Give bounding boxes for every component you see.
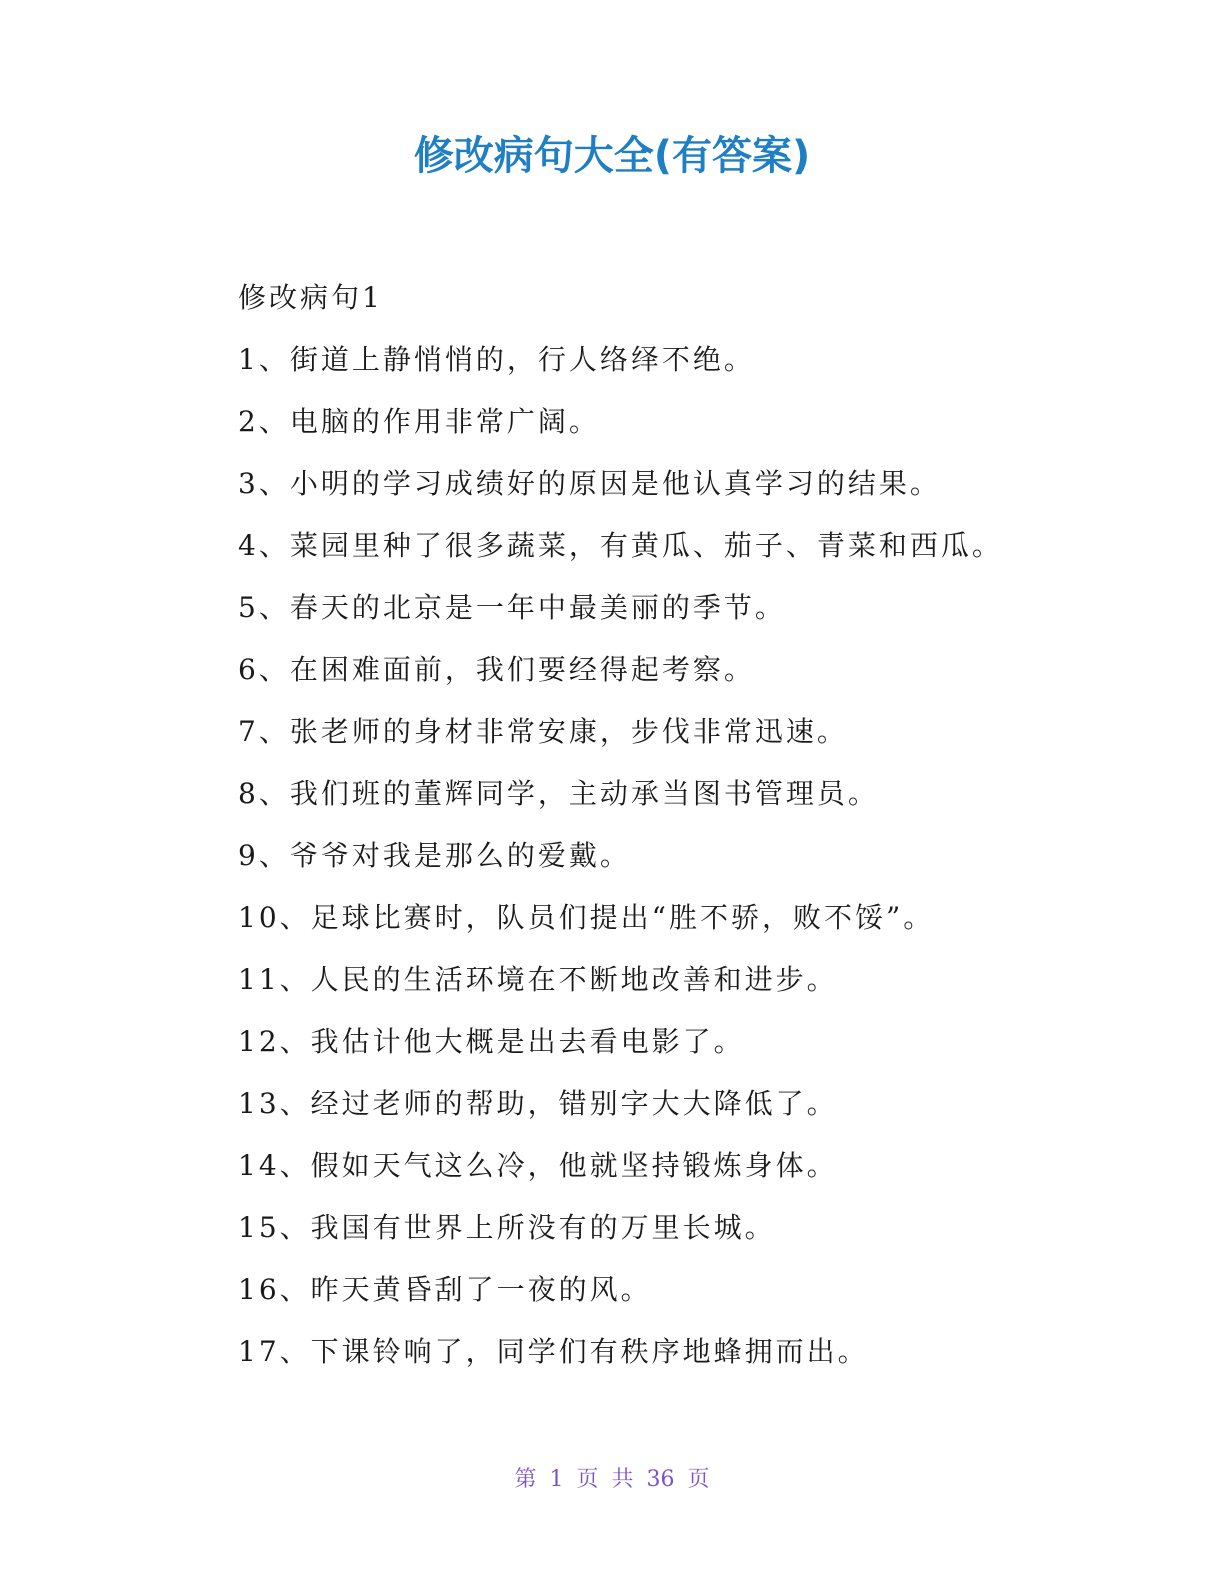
sentence-item: 12、我估计他大概是出去看电影了。 [238, 1025, 745, 1058]
sentence-item: 14、假如天气这么冷，他就坚持锻炼身体。 [238, 1149, 838, 1182]
sentence-item: 7、张老师的身材非常安康，步伐非常迅速。 [238, 715, 848, 748]
document-title: 修改病句大全(有答案) [413, 133, 811, 179]
sentence-item: 6、在困难面前，我们要经得起考察。 [238, 653, 755, 686]
sentence-item: 4、菜园里种了很多蔬菜，有黄瓜、茄子、青菜和西瓜。 [238, 529, 1003, 562]
sentence-item: 16、昨天黄昏刮了一夜的风。 [238, 1273, 652, 1306]
sentence-item: 9、爷爷对我是那么的爱戴。 [238, 839, 631, 872]
sentence-item: 13、经过老师的帮助，错别字大大降低了。 [238, 1087, 838, 1120]
sentence-item: 15、我国有世界上所没有的万里长城。 [238, 1211, 776, 1244]
sentence-item: 8、我们班的董辉同学，主动承当图书管理员。 [238, 777, 879, 810]
document-body [238, 276, 1138, 1392]
sentence-item: 2、电脑的作用非常广阔。 [238, 405, 600, 438]
sentence-item: 17、下课铃响了，同学们有秩序地蜂拥而出。 [238, 1335, 869, 1368]
sentence-item: 1、街道上静悄悄的，行人络绎不绝。 [238, 343, 755, 376]
sentence-item: 11、人民的生活环境在不断地改善和进步。 [238, 963, 838, 996]
page-number-footer: 第 1 页 共 36 页 [514, 1467, 710, 1492]
sentence-item: 10、足球比赛时，队员们提出“胜不骄，败不馁”。 [238, 901, 935, 934]
section-heading: 修改病句1 [238, 281, 383, 314]
sentence-item: 3、小明的学习成绩好的原因是他认真学习的结果。 [238, 467, 941, 500]
sentence-item: 5、春天的北京是一年中最美丽的季节。 [238, 591, 786, 624]
